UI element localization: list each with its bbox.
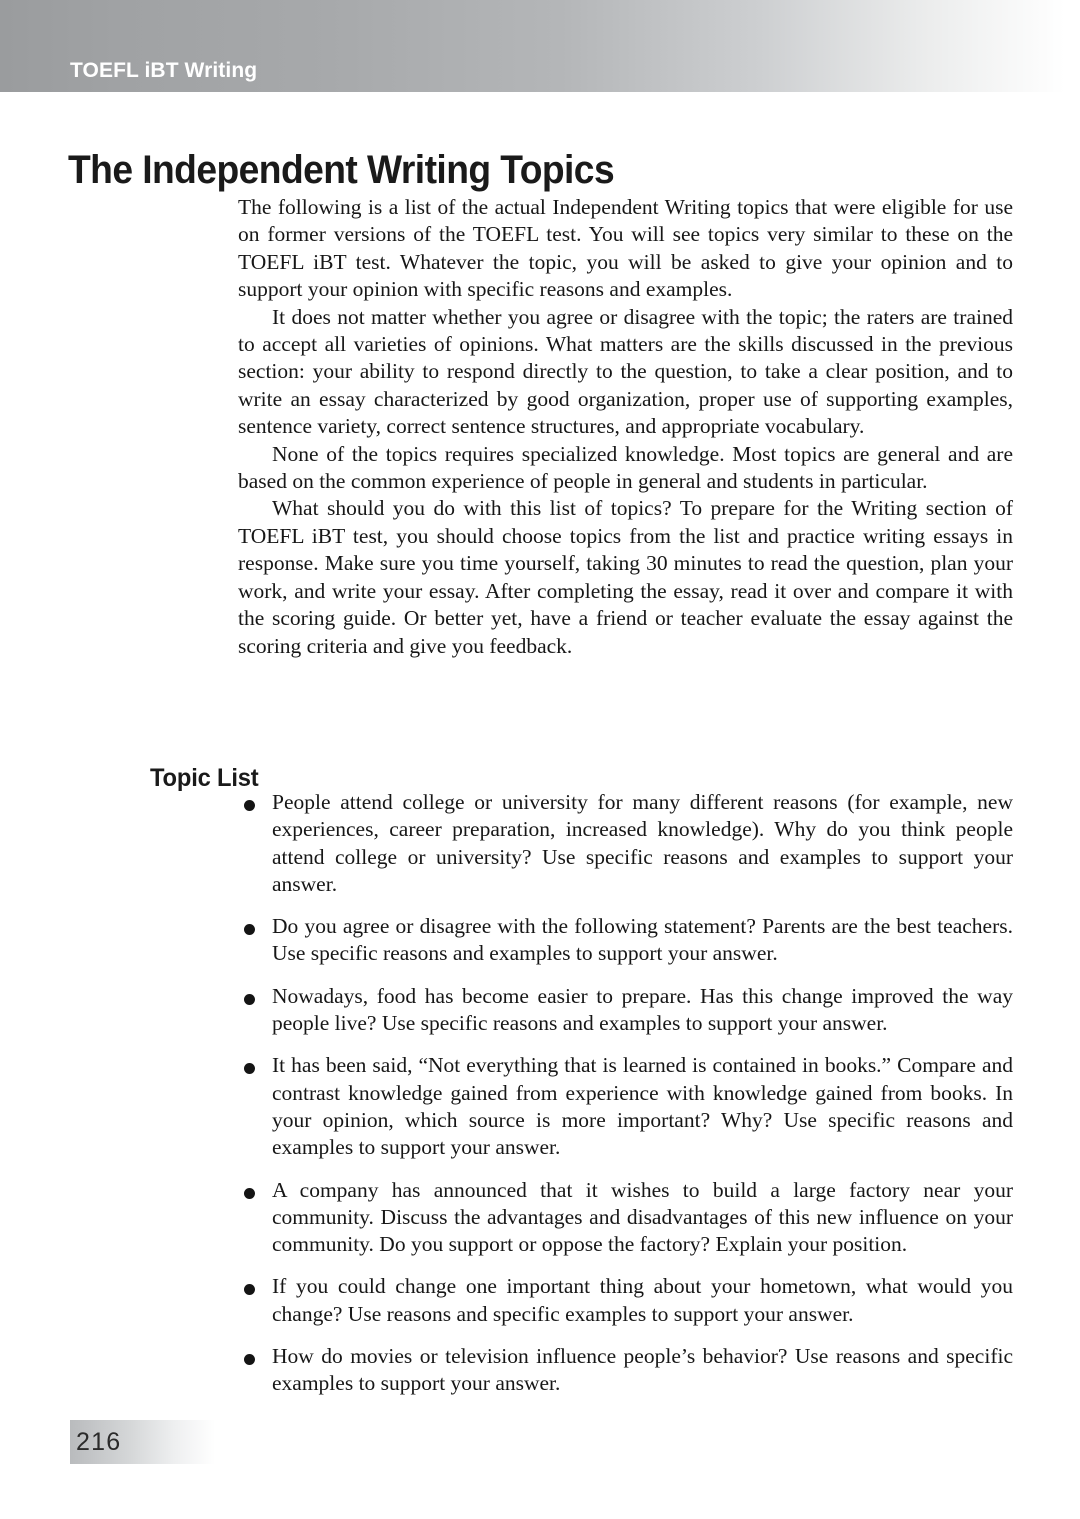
intro-paragraph-1: The following is a list of the actual Independent Writing topics that were eligible for use on former versions of the TOEFL test. You will see topics very similar to these on the TOEFL iBT test. Whatever the topic, you will be asked to give your opinion and to support your opinion with specific reasons and examples.: [238, 195, 1013, 302]
list-item: [238, 1052, 1013, 1161]
topic-text: If you could change one important thing about your hometown, what would you change? Use reasons and specific examples to support your answer.: [272, 1274, 1013, 1326]
bullet-icon: [244, 924, 255, 935]
section-heading-topic-list: Topic List: [150, 763, 259, 792]
intro-paragraph-4: What should you do with this list of topics? To prepare for the Writing section of TOEFL iBT test, you should choose topics from the list and practice writing essays in response. Make sure you time yourself, taking 30 minutes to read the question, plan your work, and write your essay. After completing the essay, read it over and compare it with the scoring guide. Or better yet, have a friend or teacher evaluate the essay against the scoring criteria and give you feedback.: [238, 496, 1013, 658]
bullet-icon: [244, 1354, 255, 1365]
list-item: [238, 1343, 1013, 1398]
topic-text: Do you agree or disagree with the following statement? Parents are the best teachers. Use specific reasons and examples to support your answer.: [272, 914, 1013, 966]
list-item: [238, 1177, 1013, 1259]
running-header-band: [0, 0, 1080, 92]
page-title: The Independent Writing Topics: [68, 147, 615, 192]
list-item: [238, 1273, 1013, 1328]
bullet-icon: [244, 994, 255, 1005]
bullet-icon: [244, 1188, 255, 1199]
bullet-icon: [244, 800, 255, 811]
list-item: [238, 913, 1013, 968]
topic-text: How do movies or television influence people’s behavior? Use reasons and specific examples to support your answer.: [272, 1344, 1013, 1396]
list-item: [238, 983, 1013, 1038]
page-number: 216: [76, 1428, 122, 1456]
intro-body: [238, 194, 1013, 660]
bullet-icon: [244, 1063, 255, 1074]
topic-list: [238, 789, 1013, 1398]
running-header-title: TOEFL iBT Writing: [70, 59, 258, 82]
topic-text: It has been said, “Not everything that is learned is contained in books.” Compare and contrast knowledge gained from experience with knowledge gained from books. In your opinion, which source is more important? Why? Use specific reasons and examples to support your answer.: [272, 1053, 1013, 1160]
list-item: [238, 789, 1013, 898]
intro-paragraph-3: None of the topics requires specialized knowledge. Most topics are general and are based on the common experience of people in general and students in particular.: [238, 441, 1013, 494]
topic-text: People attend college or university for many different reasons (for example, new experiences, career preparation, increased knowledge). Why do you think people attend college or university? Use specific reasons and examples to support your answer.: [272, 790, 1013, 896]
bullet-icon: [244, 1284, 255, 1295]
topic-text: Nowadays, food has become easier to prepare. Has this change improved the way people live? Use specific reasons and examples to support your answer.: [272, 983, 1013, 1036]
topic-text: A company has announced that it wishes to build a large factory near your community. Discuss the advantages and disadvantages of this new influence on your community. Do you support or oppose the factory? Explain your position.: [272, 1177, 1013, 1257]
intro-paragraph-2: It does not matter whether you agree or disagree with the topic; the raters are trained to accept all varieties of opinions. What matters are the skills discussed in the previous section: your ability to respond directly to the question, to take a clear position, and to write an essay characterized by good organization, proper use of supporting examples, sentence variety, correct sentence structures, and appropriate vocabulary.: [238, 304, 1013, 439]
